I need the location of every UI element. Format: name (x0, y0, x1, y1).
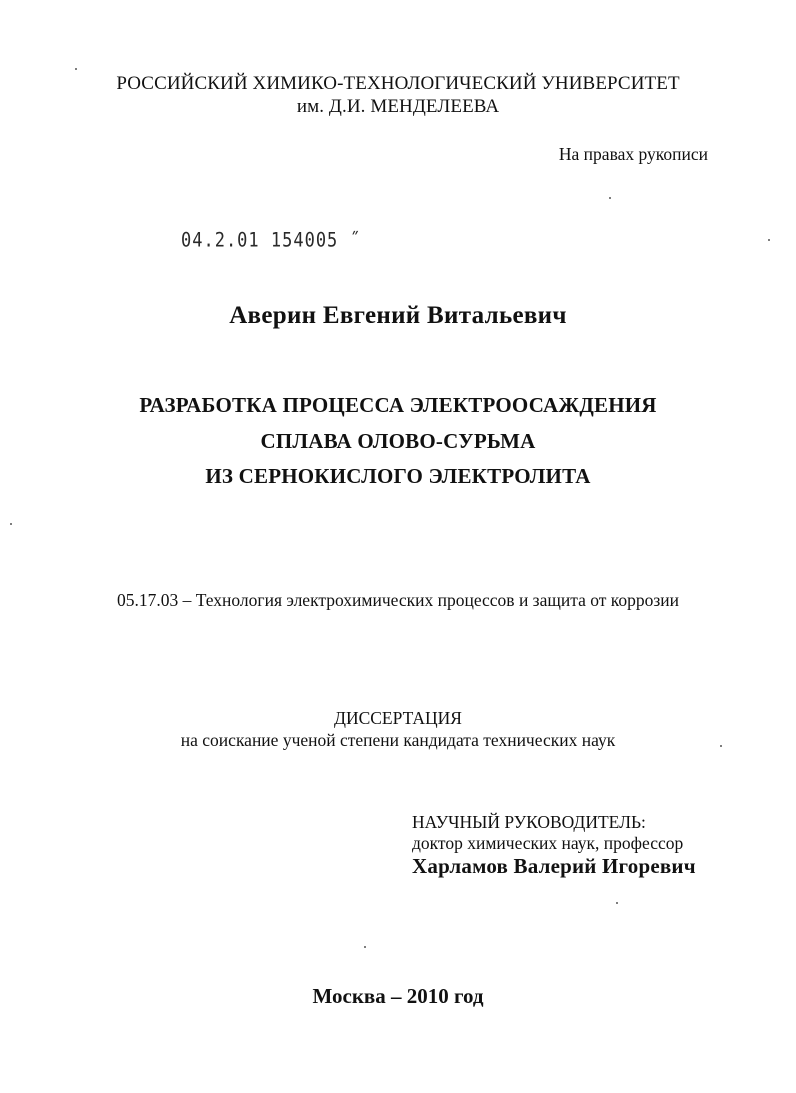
scan-speck (10, 523, 12, 525)
scan-speck (609, 197, 611, 199)
scan-speck (616, 902, 618, 904)
thesis-title-line3: ИЗ СЕРНОКИСЛОГО ЭЛЕКТРОЛИТА (205, 464, 591, 488)
scan-speck (364, 946, 366, 948)
advisor-name: Харламов Валерий Игоревич (412, 854, 696, 878)
registration-stamp: 04.2.01 154005 ˝ (181, 229, 361, 252)
scan-speck (75, 68, 77, 70)
manuscript-rights-note: На правах рукописи (558, 144, 708, 164)
advisor-credentials: доктор химических наук, профессор (412, 833, 684, 853)
scan-speck (768, 239, 770, 241)
author-name: Аверин Евгений Витальевич (229, 302, 567, 329)
university-name-line2: им. Д.И. МЕНДЕЛЕЕВА (296, 96, 500, 117)
dissertation-label: ДИССЕРТАЦИЯ (334, 708, 462, 728)
advisor-heading: НАУЧНЫЙ РУКОВОДИТЕЛЬ: (412, 812, 646, 832)
thesis-title-line1: РАЗРАБОТКА ПРОЦЕССА ЭЛЕКТРООСАЖДЕНИЯ (139, 393, 657, 417)
place-and-year: Москва – 2010 год (312, 984, 484, 1008)
degree-description: на соискание ученой степени кандидата технических наук (180, 730, 616, 750)
specialty-code: 05.17.03 – Технология электрохимических процессов и защита от коррозии (116, 590, 680, 610)
university-name-line1: РОССИЙСКИЙ ХИМИКО-ТЕХНОЛОГИЧЕСКИЙ УНИВЕРСИТЕТ (116, 73, 680, 94)
thesis-title-line2: СПЛАВА ОЛОВО-СУРЬМА (260, 429, 536, 453)
scan-speck (720, 745, 722, 747)
